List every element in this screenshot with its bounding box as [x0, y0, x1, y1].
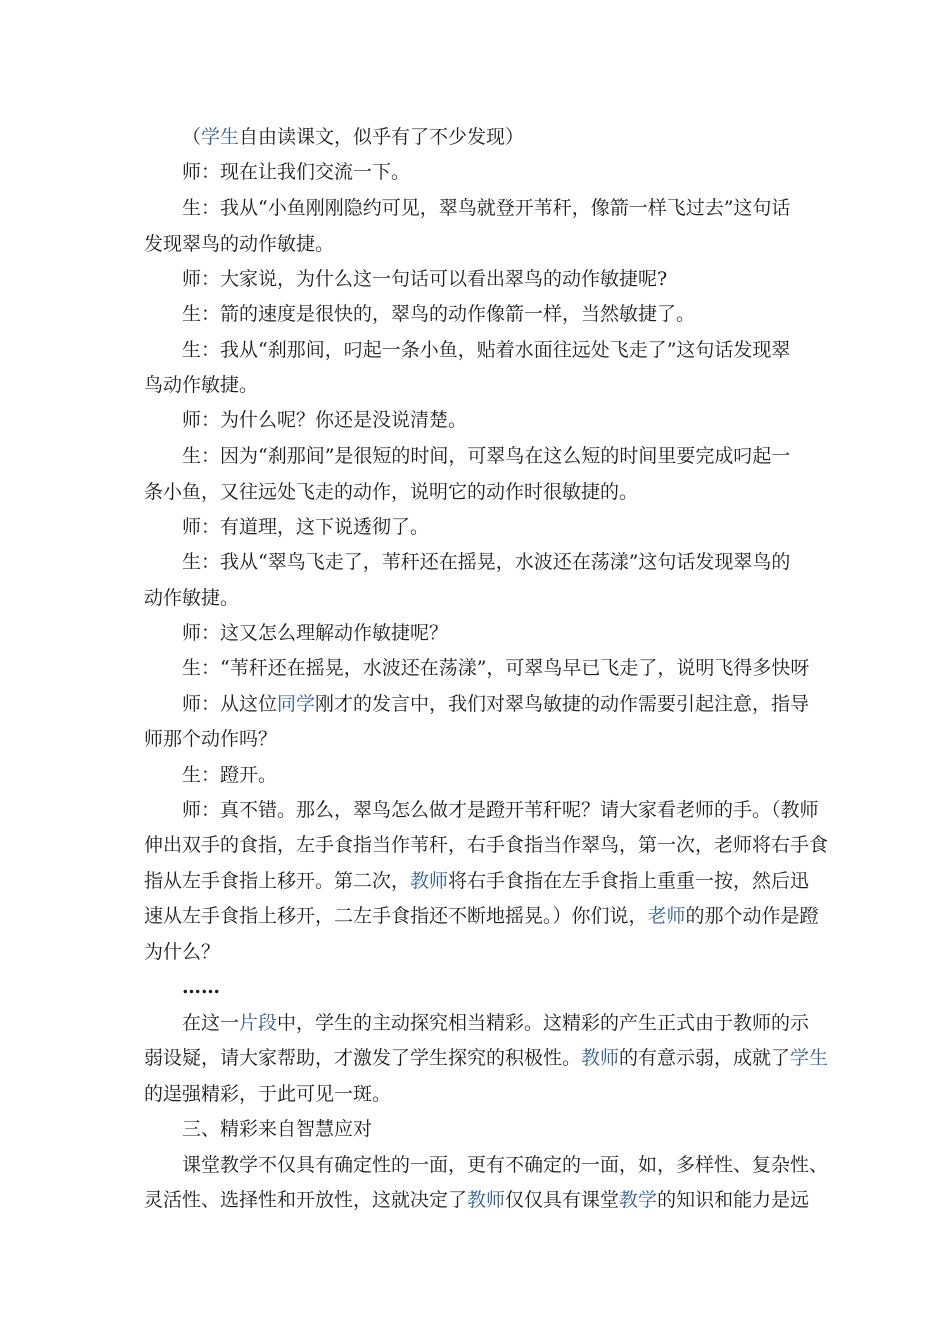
paragraph-line: 师：现在让我们交流一下。	[182, 161, 411, 183]
text-link[interactable]: 学生	[201, 126, 240, 148]
text-link[interactable]: 片段	[239, 1012, 278, 1034]
paragraph-line: 生：箭的速度是很快的，翠鸟的动作像箭一样，当然敏捷了。	[182, 303, 696, 325]
paragraph-line: 师那个动作吗？	[144, 728, 278, 750]
paragraph-line: 生：蹬开。	[182, 764, 278, 786]
paragraph-line: 动作敏捷。	[144, 587, 240, 609]
paragraph-line: 鸟动作敏捷。	[144, 374, 259, 396]
paragraph-line: 伸出双手的食指，左手食指当作苇秆，右手食指当作翠鸟，第一次，老师将右手食	[144, 834, 829, 856]
paragraph-line: 速从左手食指上移开，二左手食指还不断地摇晃。）你们说，老师的那个动作是蹬	[144, 905, 819, 927]
ellipsis: ……	[182, 976, 220, 998]
text-link[interactable]: 教师	[467, 1189, 506, 1211]
paragraph-line: 师：有道理，这下说透彻了。	[182, 516, 430, 538]
paragraph-line: 师：大家说，为什么这一句话可以看出翠鸟的动作敏捷呢?	[182, 268, 668, 290]
paragraph-line: 灵活性、选择性和开放性，这就决定了教师仅仅具有课堂教学的知识和能力是远	[144, 1189, 810, 1211]
text-link[interactable]: 教师	[581, 1047, 620, 1069]
paragraph-line: 弱设疑，请大家帮助，才激发了学生探究的积极性。教师的有意示弱，成就了学生	[144, 1047, 829, 1069]
paragraph-line: 指从左手食指上移开。第二次，教师将右手食指在左手食指上重重一按，然后迅	[144, 870, 810, 892]
paragraph-line: 的逞强精彩，于此可见一斑。	[144, 1083, 392, 1105]
text-link[interactable]: 同学	[277, 693, 316, 715]
paragraph-line: 生：我从“翠鸟飞走了，苇秆还在摇晃，水波还在荡漾”这句话发现翠鸟的	[182, 551, 791, 573]
paragraph-line: 生：因为“刹那间”是很短的时间，可翠鸟在这么短的时间里要完成叼起一	[182, 445, 791, 467]
text-link[interactable]: 教学	[619, 1189, 658, 1211]
paragraph-line: 师：真不错。那么，翠鸟怎么做才是蹬开苇秆呢？请大家看老师的手。（教师	[182, 799, 819, 821]
text-link[interactable]: 老师	[647, 905, 686, 927]
paragraph-line: 条小鱼，又往远处飞走的动作，说明它的动作时很敏捷的。	[144, 481, 639, 503]
paragraph-line: 发现翠鸟的动作敏捷。	[144, 233, 335, 255]
paragraph-line: 师：从这位同学刚才的发言中，我们对翠鸟敏捷的动作需要引起注意，指导	[182, 693, 810, 715]
text-link[interactable]: 教师	[410, 870, 449, 892]
paragraph-line: 生：“苇秆还在摇晃，水波还在荡漾”，可翠鸟早已飞走了，说明飞得多快呀	[182, 657, 810, 679]
text-link[interactable]: 学生	[790, 1047, 829, 1069]
paragraph-line: 生：我从“刹那间，叼起一条小鱼，贴着水面往远处飞走了”这句话发现翠	[182, 339, 791, 361]
paragraph-line: 生：我从“小鱼刚刚隐约可见，翠鸟就登开苇秆，像箭一样飞过去”这句话	[182, 197, 791, 219]
paragraph-line: （学生自由读课文，似乎有了不少发现）	[182, 126, 525, 148]
paragraph-line: 在这一片段中，学生的主动探究相当精彩。这精彩的产生正式由于教师的示	[182, 1012, 810, 1034]
section-heading: 三、精彩来自智慧应对	[182, 1118, 373, 1140]
paragraph-line: 师：这又怎么理解动作敏捷呢？	[182, 622, 449, 644]
paragraph-line: 课堂教学不仅具有确定性的一面，更有不确定的一面，如，多样性、复杂性、	[182, 1154, 829, 1176]
paragraph-line: 师：为什么呢？你还是没说清楚。	[182, 409, 468, 431]
paragraph-line: 为什么？	[144, 941, 221, 963]
